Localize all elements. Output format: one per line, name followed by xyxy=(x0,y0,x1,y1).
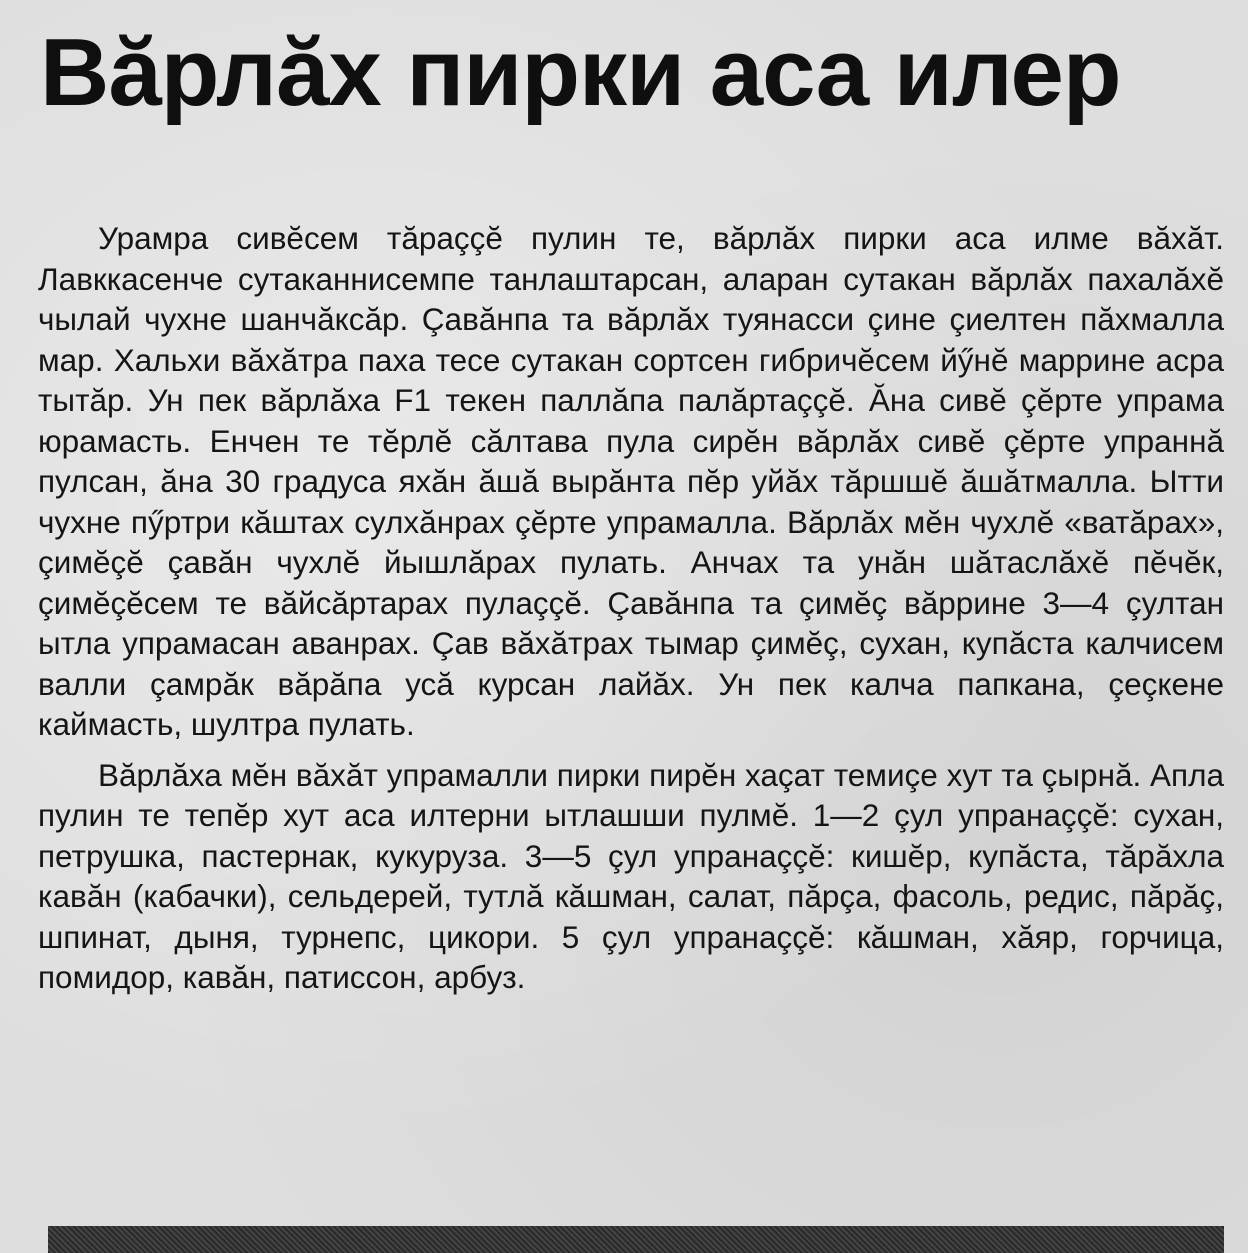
article-headline: Вăрлăх пирки аса илер xyxy=(40,19,1121,126)
article-paragraph-2: Вăрлăха мĕн вăхăт упрамалли пирки пирĕн хаçат темиçе хут та çырнă. Апла пулин те тепĕр хут аса илтерни ытлашши пулмĕ. 1—2 çул упранаççĕ: сухан, петрушка, пастернак, кукуруза. 3—5 çул упранаççĕ: кишĕр, купăста, тăрăхла кавăн (кабачки), сельдерей, тутлă кăшман, салат, пăрçа, фасоль, редис, пăрăç, шпинат, дыня, турнепс, цикори. 5 çул упранаççĕ: кăшман, хăяр, горчица, помидор, кавăн, патиссон, арбуз. xyxy=(38,756,1224,995)
bottom-divider-bar xyxy=(48,1226,1224,1253)
article-paragraph-1: Урамра сивĕсем тăраççĕ пулин те, вăрлăх пирки аса илме вăхăт. Лавккасенче сутаканнисемпе танлаштарсан, аларан сутакан вăрлăх пахалăхĕ чылай чухне шанчăксăр. Çавăнпа та вăрлăх туянасси çине çиелтен пăхмалла мар. Хальхи вăхăтра паха тесе сутакан сортсен гибричĕсем йӳнĕ маррине асра тытăр. Ун пек вăрлăха F1 текен паллăпа палăртаççĕ. Ăна сивĕ çĕрте упрама юрамасть. Енчен те тĕрлĕ сăлтава пула сирĕн вăрлăх сивĕ çĕрте упраннă пулсан, ăна 30 градуса яхăн ăшă вырăнта пĕр уйăх тăршшĕ ăшăтмалла. Ытти чухне пӳртри кăштах сулхăнрах çĕрте упрамалла. Вăрлăх мĕн чухлĕ «ватăрах», çимĕçĕ çавăн чухлĕ йышлăрах пулать. Анчах та унăн шăтаслăхĕ пĕчĕк, çимĕçĕсем те вăйсăртарах пулаççĕ. Çавăнпа та çимĕç вăррине 3—4 çултан ытла упрамасан аванрах. Çав вăхăтрах тымар çимĕç, сухан, купăста калчисем валли çамрăк вăрăпа усă курсан лайăх. Ун пек калча папкана, çеçкене каймасть, шултра пулать. xyxy=(38,220,1224,742)
article-body xyxy=(38,218,1224,998)
